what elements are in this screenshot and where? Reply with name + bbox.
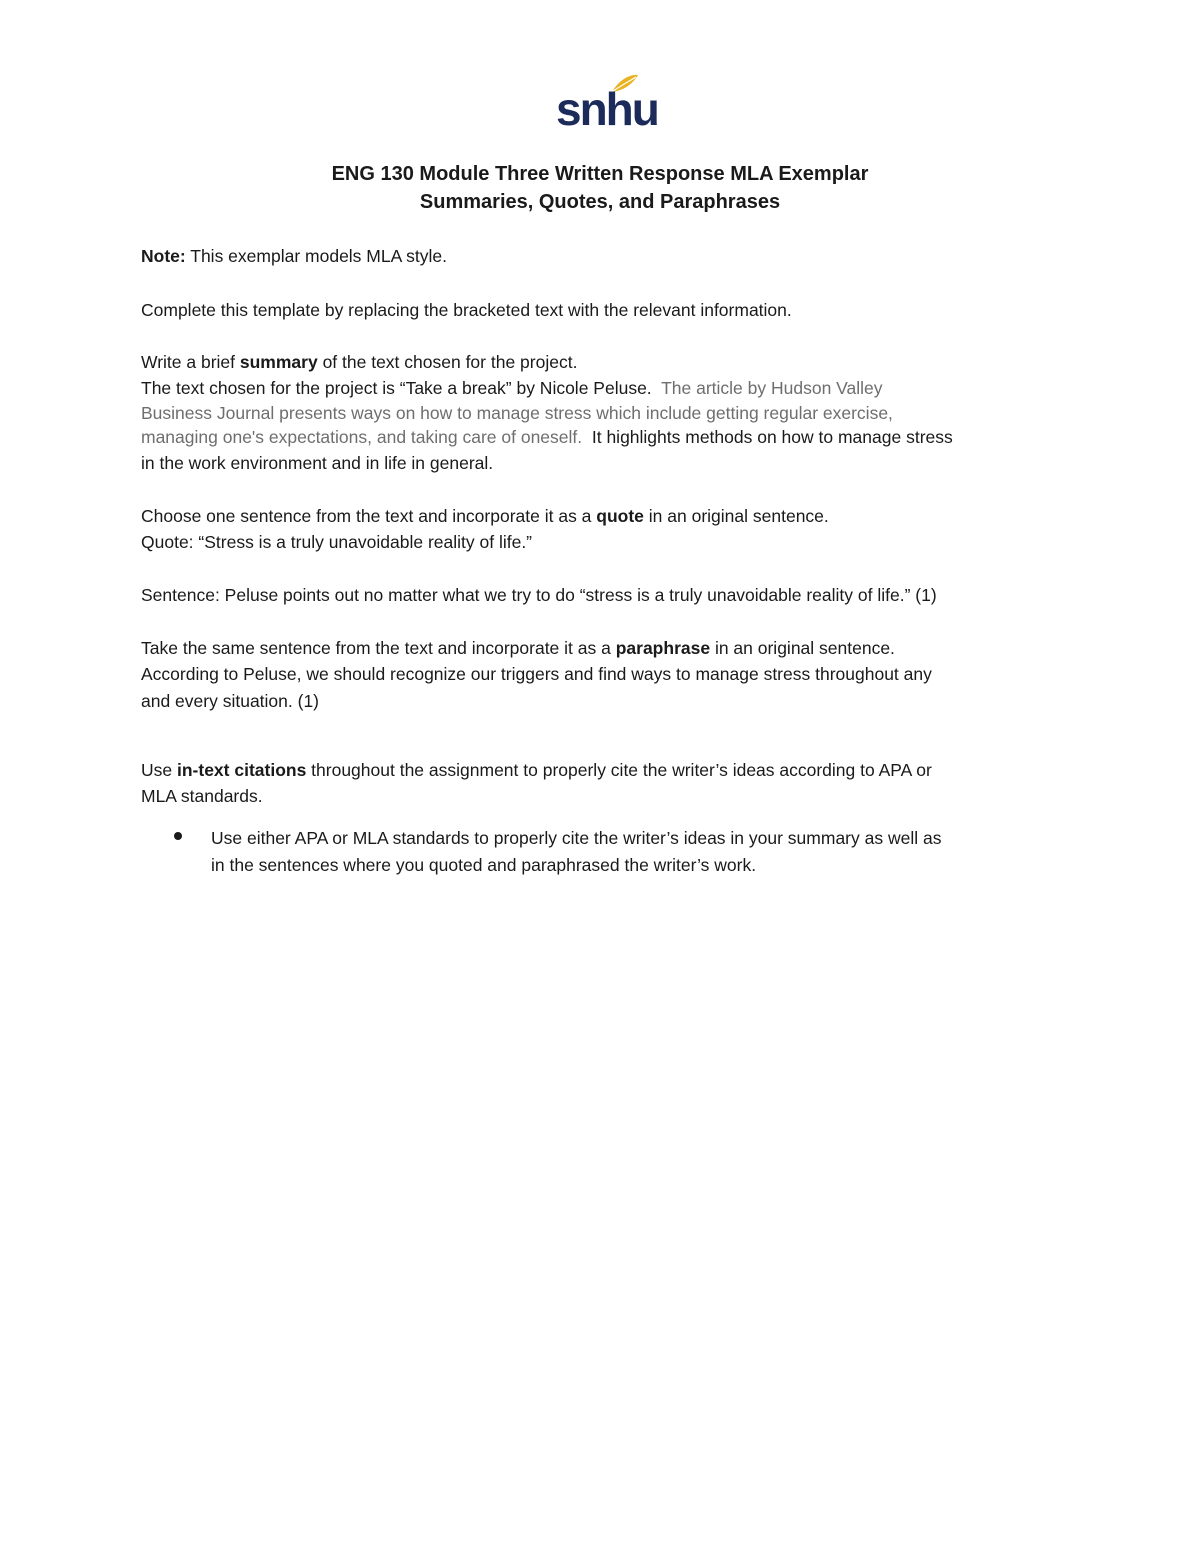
instructions-text: Complete this template by replacing the bracketed text with the relevant information. bbox=[141, 300, 792, 320]
page-title: ENG 130 Module Three Written Response MLA Exemplar bbox=[331, 163, 869, 185]
paraphrase-keyword: paraphrase bbox=[615, 638, 711, 658]
paraphrase-prompt bbox=[141, 635, 1081, 661]
citations-prompt-post: throughout the assignment to properly cite the writer’s ideas according to APA or bbox=[306, 760, 932, 780]
summary-prompt-pre: Write a brief bbox=[141, 352, 240, 372]
summary-line-2: Business Journal presents ways on how to manage stress which include getting regular exercise, bbox=[141, 403, 893, 423]
quote-line: Quote: “Stress is a truly unavoidable reality of life.” bbox=[141, 532, 533, 552]
paraphrase-prompt-pre: Take the same sentence from the text and incorporate it as a bbox=[141, 638, 616, 658]
summary-line-3 bbox=[141, 424, 1081, 450]
citations-prompt-pre: Use bbox=[141, 760, 177, 780]
summary-line-3a: managing one's expectations, and taking care of oneself. bbox=[141, 427, 592, 447]
citations-prompt bbox=[141, 757, 1081, 783]
quote-prompt bbox=[141, 503, 1081, 529]
bullet-icon bbox=[174, 832, 182, 840]
note-paragraph bbox=[141, 243, 1081, 269]
paraphrase-prompt-post: in an original sentence. bbox=[710, 638, 895, 658]
note-text: This exemplar models MLA style. bbox=[185, 246, 448, 266]
quote-keyword: quote bbox=[596, 506, 644, 526]
note-label: Note: bbox=[141, 246, 186, 266]
summary-line-3b: It highlights methods on how to manage stress bbox=[591, 427, 953, 447]
page-subtitle: Summaries, Quotes, and Paraphrases bbox=[419, 191, 781, 213]
summary-line-1a: The text chosen for the project is “Take a break” by Nicole Peluse. bbox=[141, 378, 662, 398]
summary-keyword: summary bbox=[239, 352, 318, 372]
summary-line-1 bbox=[141, 375, 1081, 401]
citations-line-2: MLA standards. bbox=[141, 786, 263, 806]
bullet-line-2: in the sentences where you quoted and paraphrased the writer’s work. bbox=[211, 855, 757, 875]
snhu-logo: snhu bbox=[556, 83, 658, 135]
summary-prompt-post: of the text chosen for the project. bbox=[317, 352, 578, 372]
summary-line-4: in the work environment and in life in general. bbox=[141, 453, 494, 473]
paraphrase-line-2: and every situation. (1) bbox=[141, 691, 320, 711]
quote-prompt-post: in an original sentence. bbox=[643, 506, 829, 526]
bullet-line-1: Use either APA or MLA standards to properly cite the writer’s ideas in your summary as well as bbox=[211, 828, 942, 848]
citations-keyword: in-text citations bbox=[176, 760, 307, 780]
summary-prompt bbox=[141, 349, 1081, 375]
paraphrase-line-1: According to Peluse, we should recognize our triggers and find ways to manage stress throughout any bbox=[141, 664, 932, 684]
summary-line-1b: The article by Hudson Valley bbox=[661, 378, 883, 398]
quote-prompt-pre: Choose one sentence from the text and incorporate it as a bbox=[141, 506, 597, 526]
sentence-line: Sentence: Peluse points out no matter what we try to do “stress is a truly unavoidable reality of life.” (1) bbox=[141, 585, 937, 605]
